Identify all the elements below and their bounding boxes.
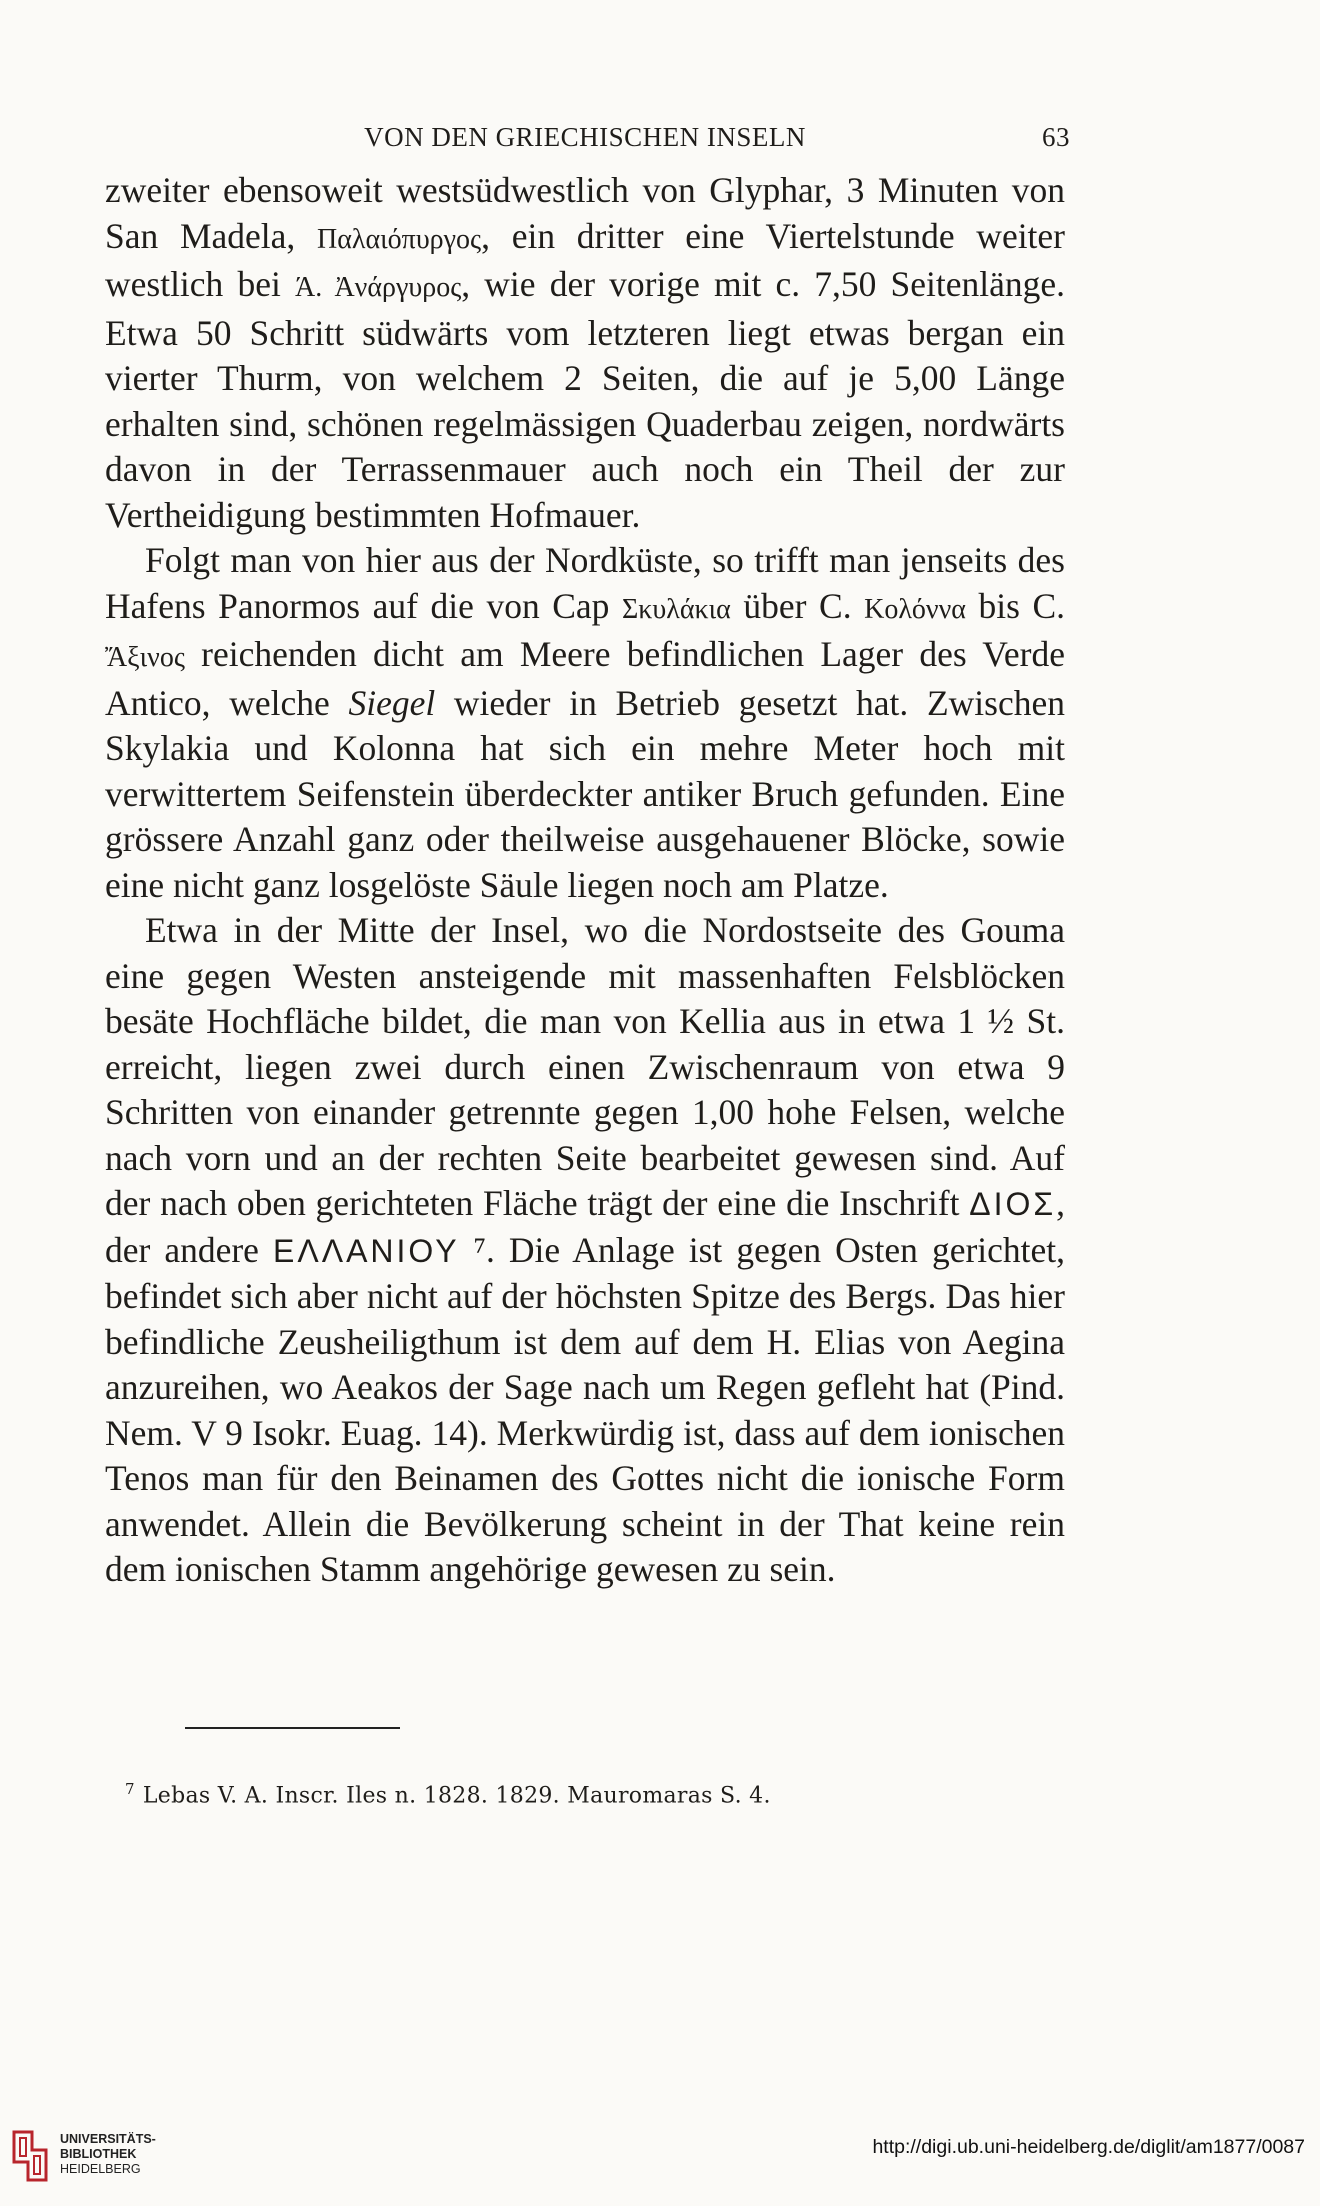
text-run: Κολόννα [864,593,966,625]
text-run: zweiter ebensoweit westsüdwestlich von Glyphar, 3 Minuten von San Madela, [105,170,1065,256]
text-run: Σκυλάκια [622,593,731,625]
text-run: ΕΛΛΑΝΙΟΥ [272,1232,460,1269]
footnote-marker: 7 [125,1780,135,1798]
text-run: Folgt man von hier aus der Nordküste, so trifft man jenseits des Hafens Panormos auf die von Cap [105,540,1065,626]
text-run: bis C. [965,585,1066,626]
footnote [125,1780,771,1808]
text-run: ⁷. Die Anlage ist gegen Osten gerichtet, befindet sich aber nicht auf der höchsten Spitze des Bergs. Das hier befindliche Zeusheiligthum ist dem auf dem H. Elias von Aegina anzureihen, wo Aeakos der Sage nach um Regen gefleht hat (Pind. Nem. V 9 Isokr. Euag. 14). Merkwürdig ist, dass auf dem ionischen Tenos man für den Beinamen des Gottes nicht die ionische Form anwendet. Allein die Bevölkerung scheint in der That keine rein dem ionischen Stamm angehörige gewesen zu sein. [105,1229,1065,1589]
source-url-link[interactable]: http://digi.ub.uni-heidelberg.de/diglit/am1877/0087 [872,2136,1305,2158]
text-run: Siegel [348,682,436,723]
header-title: VON DEN GRIECHISCHEN INSELN [364,122,806,152]
text-run: Παλαιόπυργος [317,223,482,255]
digitization-footer [0,2120,1320,2206]
text-run: wieder in Betrieb gesetzt hat. Zwischen Skylakia und Kolonna hat sich ein mehre Meter hoch mit verwittertem Seifenstein überdeckter antiker Bruch gefunden. Eine grössere Anzahl ganz oder theilweise ausgehauener Blöcke, sowie eine nicht ganz losgelöste Säule liegen noch am Platze. [105,682,1065,905]
footnote-divider [185,1727,400,1729]
page-number: 63 [1042,122,1070,152]
library-logo-icon [10,2126,50,2186]
text-run: , der andere [105,1183,1065,1270]
text-run: reichenden dicht am Meere befindlichen Lager des Verde Antico, welche [105,634,1065,723]
text-run: , ein dritter eine Viertelstunde weiter westlich bei [105,215,1065,304]
paragraph [105,168,1065,538]
text-run: Etwa in der Mitte der Insel, wo die Nordostseite des Gouma eine gegen Westen ansteigende mit massenhaften Felsblöcken besäte Hochfläche bildet, die man von Kellia aus in etwa 1 ½ St. erreicht, liegen zwei durch einen Zwischenraum von etwa 9 Schritten von einander getrennte gegen 1,00 hohe Felsen, welche nach vorn und an der rechten Seite bearbeitet gewesen sind. Auf der nach oben gerichteten Fläche trägt der eine die Inschrift [105,910,1065,1223]
footnote-text: Lebas V. A. Inscr. Iles n. 1828. 1829. Mauromaras S. 4. [142,1783,771,1809]
library-line-2: BIBLIOTHEK [60,2147,137,2161]
paragraph [105,908,1065,1593]
text-run: Ά. Ἀνάργυρος [294,272,462,303]
text-run: , wie der vorige mit c. 7,50 Seitenlänge. Etwa 50 Schritt südwärts vom letzteren liegt etwas bergan ein vierter Thurm, von welchem 2 Seiten, die auf je 5,00 Länge erhalten sind, schönen regelmässigen Quaderbau zeigen, nordwärts davon in der Terrassenmauer auch noch ein Theil der zur Vertheidigung bestimmten Hofmauer. [105,264,1065,535]
text-run: über C. [730,585,865,626]
body-text [105,168,1065,1593]
paragraph [105,538,1065,908]
library-line-3: HEIDELBERG [60,2162,141,2176]
running-header [100,122,1070,162]
text-run: ΔΙΟΣ [969,1186,1057,1222]
library-name [60,2132,156,2177]
library-line-1: UNIVERSITÄTS- [60,2132,156,2146]
text-run: Ἄξινος [105,642,185,673]
